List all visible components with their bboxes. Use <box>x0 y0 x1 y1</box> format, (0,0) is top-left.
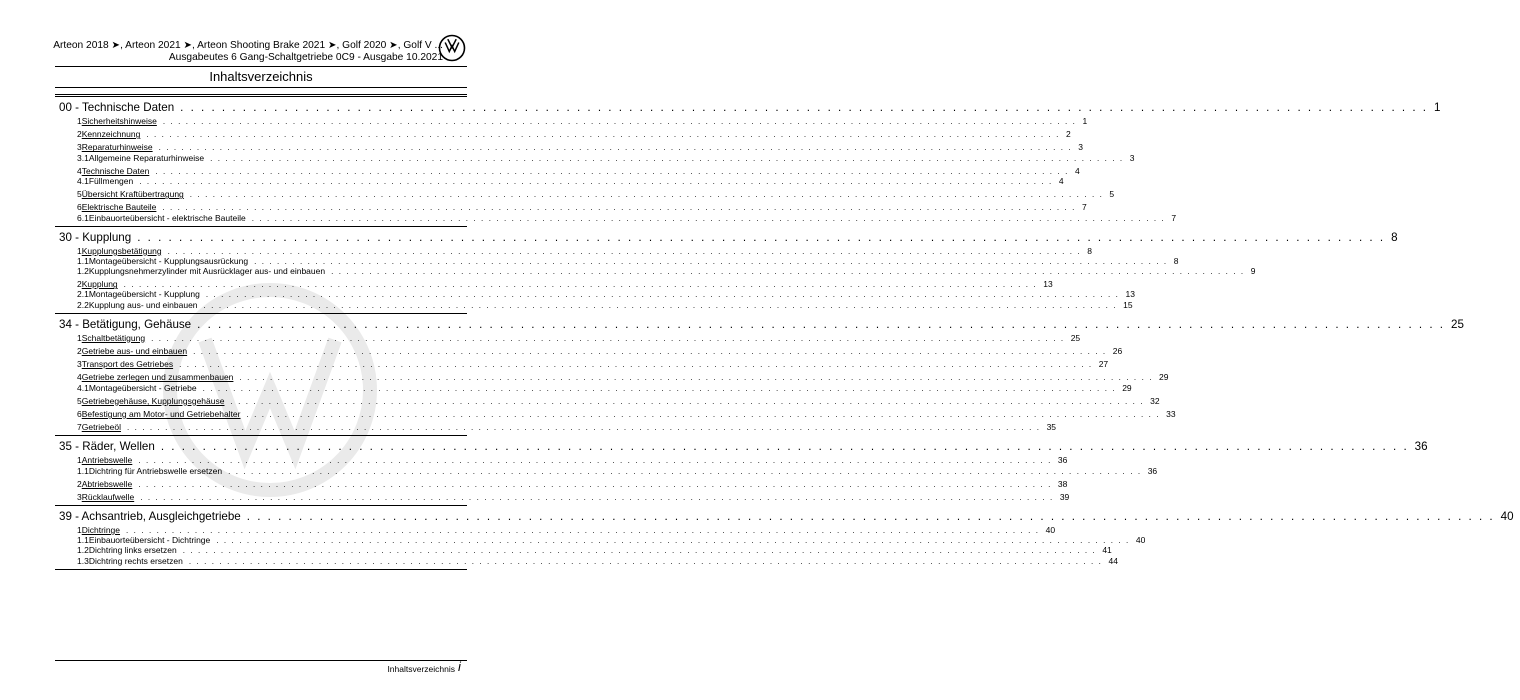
toc-item-entry[interactable] <box>55 189 1115 200</box>
item-page: 36 <box>1057 455 1068 466</box>
leader-dots: . . . . . . . . . . . . . . . . . . . . . . . . . . . . . . . . . . . . . . . . . . . . . . . . . . . . . . . . . . . . . . . . . . . . . . . . . . . . . . . . . . . . . . . . . . . . . . . . . . . . . . . . . . . . . . . . . . . . . . . . <box>239 373 1154 383</box>
toc-item-entry[interactable] <box>55 116 1088 126</box>
item-number: 1 <box>77 525 82 536</box>
item-number: 2 <box>77 478 82 489</box>
leader-dots: . . . . . . . . . . . . . . . . . . . . . . . . . . . . . . . . . . . . . . . . . . . . . . . . . . . . . . . . . . . . . . . . . . . . . . . . . . . . . . . . . . . . . . . . . . . . . . . . . . . . . . . . . . . . . . . . . . . . . . . . <box>246 510 1495 524</box>
toc-item-entry[interactable] <box>55 346 1123 356</box>
footer-label: Inhaltsverzeichnis <box>387 664 455 674</box>
item-page: 26 <box>1112 346 1123 356</box>
item-page: 33 <box>1166 408 1176 419</box>
item-page: 13 <box>1043 279 1053 290</box>
toc-item-entry[interactable] <box>55 245 1092 256</box>
item-page: 8 <box>1173 255 1179 266</box>
leader-dots: . . . . . . . . . . . . . . . . . . . . . . . . . . . . . . . . . . . . . . . . . . . . . . . . . . . . . . . . . . . . . . . . . . . . . . . . . . . . . . . . . . . . . . . . . . . . . . . . . . . . . . . . . . . . . . . . . . . . . . . . <box>126 423 1041 433</box>
header-models: Arteon 2018 ➤, Arteon 2021 ➤, Arteon Shooting Brake 2021 ➤, Golf 2020 ➤, Golf V ... <box>53 40 443 51</box>
item-title: Transport des Getriebes <box>81 359 174 370</box>
item-title: Sicherheitshinweise <box>81 116 157 126</box>
item-number: 4.1 <box>77 175 89 186</box>
toc-chapter-entry[interactable] <box>55 438 1428 455</box>
item-page: 9 <box>1250 266 1256 277</box>
leader-dots: . . . . . . . . . . . . . . . . . . . . . . . . . . . . . . . . . . . . . . . . . . . . . . . . . . . . . . . . . . . . . . . . . . . . . . . . . . . . . . . . . . . . . . . . . . . . . . . . . . . . . . . . . . . . . . . . . . . . . . . . <box>228 466 1142 476</box>
item-title: Dichtring links ersetzen <box>88 545 177 556</box>
toc-chapter-entry[interactable] <box>55 229 1398 246</box>
item-page: 40 <box>1045 525 1056 536</box>
item-page: 3 <box>1078 142 1083 153</box>
item-number: 1.2 <box>77 266 89 277</box>
item-page: 29 <box>1122 382 1132 393</box>
chapter-title: 39 - Achsantrieb, Ausgleichgetriebe <box>59 510 241 524</box>
toc-section <box>55 436 1428 506</box>
toc-chapter-entry[interactable] <box>55 508 1514 525</box>
toc-item-entry[interactable] <box>55 152 1135 163</box>
item-number: 2 <box>77 346 82 356</box>
item-page: 36 <box>1147 465 1158 476</box>
toc-item-entry[interactable] <box>55 129 1071 140</box>
item-page: 2 <box>1065 129 1071 140</box>
chapter-page: 1 <box>1434 101 1441 114</box>
item-title: Technische Daten <box>81 165 150 176</box>
leader-dots: . . . . . . . . . . . . . . . . . . . . . . . . . . . . . . . . . . . . . . . . . . . . . . . . . . . . . . . . . . . . . . . . . . . . . . . . . . . . . . . . . . . . . . . . . . . . . . . . . . . . . . . . . . . . . . . . . . . . . . . . <box>197 317 1445 331</box>
item-page: 4 <box>1058 175 1064 186</box>
item-title: Antriebswelle <box>81 455 133 466</box>
item-number: 5 <box>77 395 82 406</box>
item-number: 2.2 <box>77 299 89 310</box>
leader-dots: . . . . . . . . . . . . . . . . . . . . . . . . . . . . . . . . . . . . . . . . . . . . . . . . . . . . . . . . . . . . . . . . . . . . . . . . . . . . . . . . . . . . . . . . . . . . . . . . . . . . . . . . . . . . . . . . . . . . . . . . <box>162 117 1077 126</box>
item-title: Schaltbetätigung <box>81 332 146 343</box>
item-number: 5 <box>77 189 82 200</box>
item-number: 3.1 <box>77 152 89 163</box>
leader-dots: . . . . . . . . . . . . . . . . . . . . . . . . . . . . . . . . . . . . . . . . . . . . . . . . . . . . . . . . . . . . . . . . . . . . . . . . . . . . . . . . . . . . . . . . . . . . . . . . . . . . . . . . . . . . . . . . . . . . . . . . <box>146 130 1060 140</box>
leader-dots: . . . . . . . . . . . . . . . . . . . . . . . . . . . . . . . . . . . . . . . . . . . . . . . . . . . . . . . . . . . . . . . . . . . . . . . . . . . . . . . . . . . . . . . . . . . . . . . . . . . . . . . . . . . . . . . . . . . . . . . . <box>202 383 1117 393</box>
item-title: Kupplung aus- und einbauen <box>88 299 198 310</box>
item-title: Kennzeichnung <box>81 129 141 140</box>
chapter-title: 30 - Kupplung <box>59 230 132 244</box>
item-title: Einbauorteübersicht - elektrische Bauteile <box>88 212 246 223</box>
toc-section <box>55 506 1514 570</box>
item-title: Dichtring für Antriebswelle ersetzen <box>88 465 223 476</box>
leader-dots: . . . . . . . . . . . . . . . . . . . . . . . . . . . . . . . . . . . . . . . . . . . . . . . . . . . . . . . . . . . . . . . . . . . . . . . . . . . . . . . . . . . . . . . . . . . . . . . . . . . . . . . . . . . . . . . . . . . . . . . . <box>160 440 1409 454</box>
item-number: 3 <box>77 491 82 502</box>
toc-chapter-entry[interactable] <box>55 316 1464 333</box>
item-page: 35 <box>1046 422 1057 433</box>
leader-dots: . . . . . . . . . . . . . . . . . . . . . . . . . . . . . . . . . . . . . . . . . . . . . . . . . . . . . . . . . . . . . . . . . . . . . . . . . . . . . . . . . . . . . . . . . . . . . . . . . . . . . . . . . . . . . . . . . . . . . . . . <box>251 213 1166 223</box>
page-title: Inhaltsverzeichnis <box>55 66 467 88</box>
toc-item-entry[interactable] <box>55 382 1132 393</box>
toc-item-entry[interactable] <box>55 165 1080 176</box>
item-number: 1.2 <box>77 545 89 556</box>
leader-dots: . . . . . . . . . . . . . . . . . . . . . . . . . . . . . . . . . . . . . . . . . . . . . . . . . . . . . . . . . . . . . . . . . . . . . . . . . . . . . . . . . . . . . . . . . . . . . . . . . . . . . . . . . . . . . . . . . . . . . . . . <box>167 246 1082 256</box>
item-page: 7 <box>1171 212 1177 223</box>
item-page: 8 <box>1087 245 1092 256</box>
toc-item-entry[interactable] <box>55 279 1053 290</box>
leader-dots: . . . . . . . . . . . . . . . . . . . . . . . . . . . . . . . . . . . . . . . . . . . . . . . . . . . . . . . . . . . . . . . . . . . . . . . . . . . . . . . . . . . . . . . . . . . . . . . . . . . . . . . . . . . . . . . . . . . . . . . . <box>180 101 1429 114</box>
toc-item-entry[interactable] <box>55 202 1087 213</box>
item-number: 4 <box>77 372 82 383</box>
item-number: 6 <box>77 408 82 419</box>
item-number: 2 <box>77 279 82 290</box>
item-title: Dichtring rechts ersetzen <box>88 555 183 566</box>
item-title: Kupplung <box>81 279 118 290</box>
item-number: 7 <box>77 422 82 433</box>
item-page: 1 <box>1082 116 1088 126</box>
table-of-contents <box>55 94 1514 570</box>
leader-dots: . . . . . . . . . . . . . . . . . . . . . . . . . . . . . . . . . . . . . . . . . . . . . . . . . . . . . . . . . . . . . . . . . . . . . . . . . . . . . . . . . . . . . . . . . . . . . . . . . . . . . . . . . . . . . . . . . . . . . . . . <box>179 360 1093 370</box>
item-title: Getriebegehäuse, Kupplungsgehäuse <box>81 395 225 406</box>
leader-dots: . . . . . . . . . . . . . . . . . . . . . . . . . . . . . . . . . . . . . . . . . . . . . . . . . . . . . . . . . . . . . . . . . . . . . . . . . . . . . . . . . . . . . . . . . . . . . . . . . . . . . . . . . . . . . . . . . . . . . . . . <box>254 256 1168 266</box>
item-title: Rücklaufwelle <box>81 491 135 502</box>
item-number: 6.1 <box>77 212 89 223</box>
item-number: 4 <box>77 165 82 176</box>
leader-dots: . . . . . . . . . . . . . . . . . . . . . . . . . . . . . . . . . . . . . . . . . . . . . . . . . . . . . . . . . . . . . . . . . . . . . . . . . . . . . . . . . . . . . . . . . . . . . . . . . . . . . . . . . . . . . . . . . . . . . . . . <box>139 176 1053 186</box>
item-title: Montageübersicht - Kupplungsausrückung <box>88 255 249 266</box>
toc-item-entry[interactable] <box>55 535 1146 546</box>
chapter-page: 25 <box>1451 317 1464 331</box>
toc-item-entry[interactable] <box>55 395 1160 406</box>
toc-item-entry[interactable] <box>55 545 1112 556</box>
leader-dots: . . . . . . . . . . . . . . . . . . . . . . . . . . . . . . . . . . . . . . . . . . . . . . . . . . . . . . . . . . . . . . . . . . . . . . . . . . . . . . . . . . . . . . . . . . . . . . . . . . . . . . . . . . . . . . . . . . . . . . . . <box>230 396 1145 406</box>
item-number: 3 <box>77 359 82 370</box>
item-title: Elektrische Bauteile <box>81 202 157 213</box>
toc-item-entry[interactable] <box>55 255 1179 266</box>
toc-item-entry[interactable] <box>55 525 1056 536</box>
toc-section <box>55 314 1464 437</box>
item-page: 27 <box>1098 359 1109 370</box>
toc-item-entry[interactable] <box>55 555 1118 566</box>
leader-dots: . . . . . . . . . . . . . . . . . . . . . . . . . . . . . . . . . . . . . . . . . . . . . . . . . . . . . . . . . . . . . . . . . . . . . . . . . . . . . . . . . . . . . . . . . . . . . . . . . . . . . . . . . . . . . . . . . . . . . . . . <box>138 479 1052 489</box>
leader-dots: . . . . . . . . . . . . . . . . . . . . . . . . . . . . . . . . . . . . . . . . . . . . . . . . . . . . . . . . . . . . . . . . . . . . . . . . . . . . . . . . . . . . . . . . . . . . . . . . . . . . . . . . . . . . . . . . . . . . . . . . <box>246 409 1161 419</box>
item-page: 32 <box>1150 395 1160 406</box>
toc-item-entry[interactable] <box>55 422 1057 433</box>
leader-dots: . . . . . . . . . . . . . . . . . . . . . . . . . . . . . . . . . . . . . . . . . . . . . . . . . . . . . . . . . . . . . . . . . . . . . . . . . . . . . . . . . . . . . . . . . . . . . . . . . . . . . . . . . . . . . . . . . . . . . . . . <box>188 556 1103 566</box>
item-title: Befestigung am Motor- und Getriebehalter <box>81 408 241 419</box>
leader-dots: . . . . . . . . . . . . . . . . . . . . . . . . . . . . . . . . . . . . . . . . . . . . . . . . . . . . . . . . . . . . . . . . . . . . . . . . . . . . . . . . . . . . . . . . . . . . . . . . . . . . . . . . . . . . . . . . . . . . . . . . <box>210 153 1124 163</box>
toc-item-entry[interactable] <box>55 142 1083 153</box>
item-number: 2 <box>77 129 82 140</box>
item-title: Montageübersicht - Getriebe <box>88 382 197 393</box>
chapter-page: 36 <box>1414 440 1428 454</box>
toc-item-entry[interactable] <box>55 359 1109 370</box>
toc-item-entry[interactable] <box>55 491 1070 502</box>
chapter-title: 35 - Räder, Wellen <box>59 440 155 454</box>
leader-dots: . . . . . . . . . . . . . . . . . . . . . . . . . . . . . . . . . . . . . . . . . . . . . . . . . . . . . . . . . . . . . . . . . . . . . . . . . . . . . . . . . . . . . . . . . . . . . . . . . . . . . . . . . . . . . . . . . . . . . . . . <box>137 230 1386 244</box>
item-title: Dichtringe <box>81 525 121 536</box>
leader-dots: . . . . . . . . . . . . . . . . . . . . . . . . . . . . . . . . . . . . . . . . . . . . . . . . . . . . . . . . . . . . . . . . . . . . . . . . . . . . . . . . . . . . . . . . . . . . . . . . . . . . . . . . . . . . . . . . . . . . . . . . <box>205 290 1120 300</box>
item-number: 1 <box>77 332 82 343</box>
leader-dots: . . . . . . . . . . . . . . . . . . . . . . . . . . . . . . . . . . . . . . . . . . . . . . . . . . . . . . . . . . . . . . . . . . . . . . . . . . . . . . . . . . . . . . . . . . . . . . . . . . . . . . . . . . . . . . . . . . . . . . . . <box>331 267 1245 277</box>
leader-dots: . . . . . . . . . . . . . . . . . . . . . . . . . . . . . . . . . . . . . . . . . . . . . . . . . . . . . . . . . . . . . . . . . . . . . . . . . . . . . . . . . . . . . . . . . . . . . . . . . . . . . . . . . . . . . . . . . . . . . . . . <box>155 166 1069 176</box>
leader-dots: . . . . . . . . . . . . . . . . . . . . . . . . . . . . . . . . . . . . . . . . . . . . . . . . . . . . . . . . . . . . . . . . . . . . . . . . . . . . . . . . . . . . . . . . . . . . . . . . . . . . . . . . . . . . . . . . . . . . . . . . <box>216 536 1130 546</box>
item-title: Getriebe aus- und einbauen <box>81 346 188 356</box>
item-number: 1 <box>77 245 82 256</box>
toc-item-entry[interactable] <box>55 289 1135 300</box>
item-number: 1.1 <box>77 255 89 266</box>
chapter-page: 40 <box>1500 510 1514 524</box>
item-page: 44 <box>1108 555 1118 566</box>
leader-dots: . . . . . . . . . . . . . . . . . . . . . . . . . . . . . . . . . . . . . . . . . . . . . . . . . . . . . . . . . . . . . . . . . . . . . . . . . . . . . . . . . . . . . . . . . . . . . . . . . . . . . . . . . . . . . . . . . . . . . . . . <box>203 300 1118 310</box>
toc-section <box>55 227 1398 314</box>
toc-item-entry[interactable] <box>55 372 1169 383</box>
toc-item-entry[interactable] <box>55 408 1176 419</box>
chapter-page: 8 <box>1391 230 1398 244</box>
item-number: 1.3 <box>77 555 89 566</box>
item-page: 3 <box>1129 152 1135 163</box>
item-title: Reparaturhinweise <box>81 142 153 153</box>
toc-item-entry[interactable] <box>55 465 1158 476</box>
item-number: 1.1 <box>77 465 89 476</box>
leader-dots: . . . . . . . . . . . . . . . . . . . . . . . . . . . . . . . . . . . . . . . . . . . . . . . . . . . . . . . . . . . . . . . . . . . . . . . . . . . . . . . . . . . . . . . . . . . . . . . . . . . . . . . . . . . . . . . . . . . . . . . . <box>138 456 1052 466</box>
item-page: 29 <box>1159 372 1169 383</box>
item-page: 7 <box>1082 202 1087 213</box>
chapter-title: 34 - Betätigung, Gehäuse <box>59 317 192 331</box>
leader-dots: . . . . . . . . . . . . . . . . . . . . . . . . . . . . . . . . . . . . . . . . . . . . . . . . . . . . . . . . . . . . . . . . . . . . . . . . . . . . . . . . . . . . . . . . . . . . . . . . . . . . . . . . . . . . . . . . . . . . . . . . <box>151 333 1065 343</box>
item-page: 15 <box>1123 299 1133 310</box>
leader-dots: . . . . . . . . . . . . . . . . . . . . . . . . . . . . . . . . . . . . . . . . . . . . . . . . . . . . . . . . . . . . . . . . . . . . . . . . . . . . . . . . . . . . . . . . . . . . . . . . . . . . . . . . . . . . . . . . . . . . . . . . <box>193 347 1107 356</box>
toc-item-entry[interactable] <box>55 478 1068 489</box>
item-title: Montageübersicht - Kupplung <box>88 289 200 300</box>
header-subtitle: Ausgabeutes 6 Gang-Schaltgetriebe 0C9 - Ausgabe 10.2021 <box>168 52 443 63</box>
item-page: 39 <box>1059 491 1070 502</box>
leader-dots: . . . . . . . . . . . . . . . . . . . . . . . . . . . . . . . . . . . . . . . . . . . . . . . . . . . . . . . . . . . . . . . . . . . . . . . . . . . . . . . . . . . . . . . . . . . . . . . . . . . . . . . . . . . . . . . . . . . . . . . . <box>189 190 1104 200</box>
footer-page-number: i <box>458 659 461 674</box>
item-number: 3 <box>77 142 82 153</box>
footer-divider <box>55 660 467 661</box>
leader-dots: . . . . . . . . . . . . . . . . . . . . . . . . . . . . . . . . . . . . . . . . . . . . . . . . . . . . . . . . . . . . . . . . . . . . . . . . . . . . . . . . . . . . . . . . . . . . . . . . . . . . . . . . . . . . . . . . . . . . . . . . <box>123 280 1038 290</box>
toc-item-entry[interactable] <box>55 332 1081 343</box>
item-page: 41 <box>1102 545 1112 556</box>
item-number: 1.1 <box>77 535 89 546</box>
item-title: Getriebeöl <box>81 422 121 433</box>
leader-dots: . . . . . . . . . . . . . . . . . . . . . . . . . . . . . . . . . . . . . . . . . . . . . . . . . . . . . . . . . . . . . . . . . . . . . . . . . . . . . . . . . . . . . . . . . . . . . . . . . . . . . . . . . . . . . . . . . . . . . . . . <box>162 203 1077 213</box>
leader-dots: . . . . . . . . . . . . . . . . . . . . . . . . . . . . . . . . . . . . . . . . . . . . . . . . . . . . . . . . . . . . . . . . . . . . . . . . . . . . . . . . . . . . . . . . . . . . . . . . . . . . . . . . . . . . . . . . . . . . . . . . <box>158 143 1073 153</box>
item-page: 38 <box>1057 478 1068 489</box>
item-title: Kupplungsbetätigung <box>81 245 162 256</box>
item-page: 4 <box>1074 165 1080 176</box>
item-number: 1 <box>77 455 82 466</box>
item-number: 4.1 <box>77 382 89 393</box>
item-title: Einbauorteübersicht - Dichtringe <box>88 535 211 546</box>
item-title: Kupplungsnehmerzylinder mit Ausrücklager aus- und einbauen <box>88 266 326 277</box>
item-number: 2.1 <box>77 289 89 300</box>
item-title: Allgemeine Reparaturhinweise <box>88 152 205 163</box>
toc-chapter-entry[interactable] <box>55 99 1441 116</box>
item-title: Getriebe zerlegen und zusammenbauen <box>81 372 234 383</box>
leader-dots: . . . . . . . . . . . . . . . . . . . . . . . . . . . . . . . . . . . . . . . . . . . . . . . . . . . . . . . . . . . . . . . . . . . . . . . . . . . . . . . . . . . . . . . . . . . . . . . . . . . . . . . . . . . . . . . . . . . . . . . . <box>182 546 1097 556</box>
item-page: 5 <box>1109 189 1115 200</box>
toc-section <box>55 97 1441 227</box>
chapter-title: 00 - Technische Daten <box>59 101 175 114</box>
item-number: 1 <box>77 116 82 126</box>
item-number: 6 <box>77 202 82 213</box>
toc-item-entry[interactable] <box>55 175 1064 186</box>
item-page: 25 <box>1070 332 1081 343</box>
item-title: Abtriebswelle <box>81 478 133 489</box>
item-page: 13 <box>1125 289 1135 300</box>
toc-item-entry[interactable] <box>55 266 1256 277</box>
leader-dots: . . . . . . . . . . . . . . . . . . . . . . . . . . . . . . . . . . . . . . . . . . . . . . . . . . . . . . . . . . . . . . . . . . . . . . . . . . . . . . . . . . . . . . . . . . . . . . . . . . . . . . . . . . . . . . . . . . . . . . . . <box>126 526 1040 536</box>
item-title: Übersicht Kraftübertragung <box>81 189 184 200</box>
leader-dots: . . . . . . . . . . . . . . . . . . . . . . . . . . . . . . . . . . . . . . . . . . . . . . . . . . . . . . . . . . . . . . . . . . . . . . . . . . . . . . . . . . . . . . . . . . . . . . . . . . . . . . . . . . . . . . . . . . . . . . . . <box>140 492 1054 502</box>
item-title: Füllmengen <box>88 175 134 186</box>
toc-item-entry[interactable] <box>55 299 1133 310</box>
item-page: 40 <box>1135 535 1146 546</box>
toc-item-entry[interactable] <box>55 212 1177 223</box>
toc-item-entry[interactable] <box>55 455 1068 466</box>
vw-logo-icon <box>438 34 466 62</box>
